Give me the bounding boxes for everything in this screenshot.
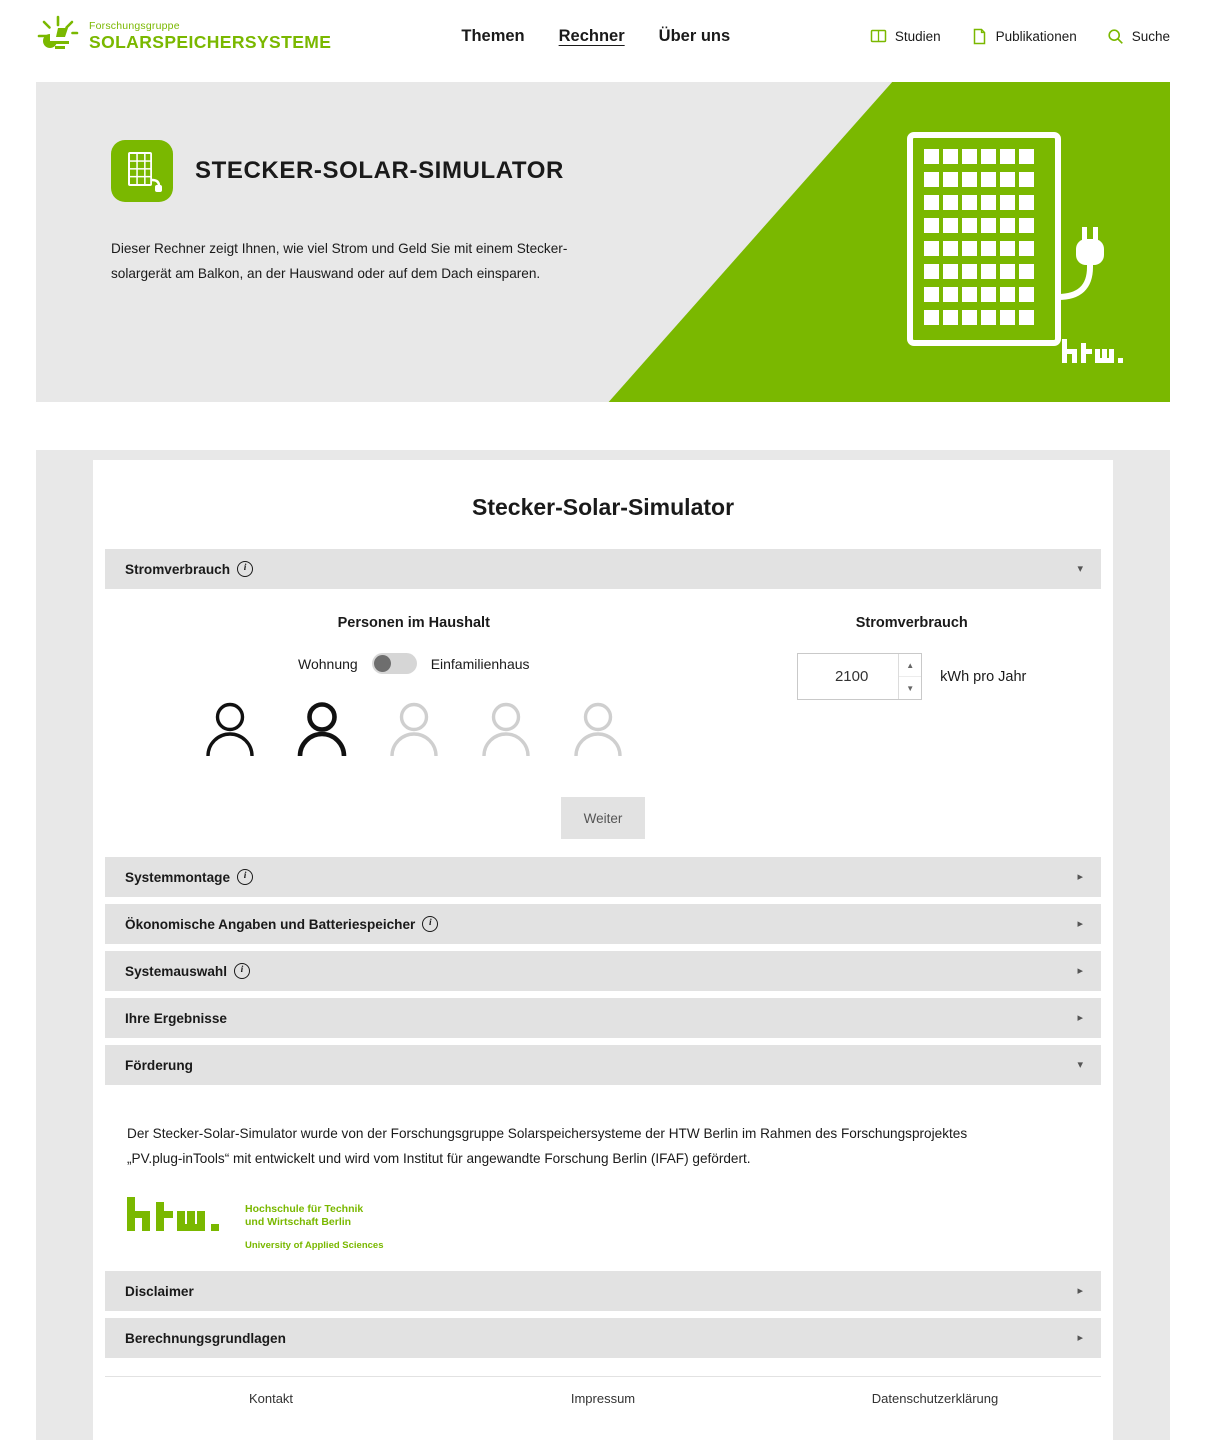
housing-toggle-row: [105, 653, 723, 674]
solar-panel-badge-icon: [111, 140, 173, 202]
htw-logo-icon: [127, 1197, 229, 1244]
accordion-oekonomische-angaben[interactable]: [105, 904, 1101, 944]
chevron-down-icon[interactable]: ▾: [1077, 562, 1083, 575]
calculator-outer: [36, 450, 1170, 1440]
person-icon-1[interactable]: [202, 700, 258, 763]
person-icon-3[interactable]: [386, 700, 442, 763]
search-icon: [1107, 28, 1124, 45]
hero-description: Dieser Rechner zeigt Ihnen, wie viel Strom und Geld Sie mit einem Stecker-solargerät am Balkon, an der Hauswand oder auf dem Dach einsparen.: [111, 241, 568, 281]
person-icon-2[interactable]: [294, 700, 350, 763]
accordion-oekonomische-angaben-label: Ökonomische Angaben und Batteriespeicher: [125, 916, 416, 932]
nav-item-themen[interactable]: Themen: [461, 26, 525, 45]
chevron-right-icon[interactable]: ▸: [1077, 1284, 1083, 1297]
tool-studien[interactable]: [870, 28, 941, 45]
housing-type-toggle[interactable]: [372, 653, 417, 674]
consumption-value: 2100: [834, 668, 869, 685]
people-selector: [105, 700, 723, 763]
htw-line-2: und Wirtschaft Berlin: [245, 1216, 352, 1228]
consumption-input[interactable]: [797, 653, 922, 700]
accordion-stromverbrauch-label: Stromverbrauch: [125, 561, 231, 577]
household-column: [105, 615, 723, 763]
logo-title: SOLARSPEICHERSYSTEME: [89, 32, 332, 52]
tool-studien-label: Studien: [894, 28, 941, 44]
tool-suche[interactable]: [1107, 28, 1170, 45]
people-title: Personen im Haushalt: [337, 615, 490, 631]
chevron-right-icon[interactable]: ▸: [1077, 870, 1083, 883]
accordion-berechnungsgrundlagen-label: Berechnungsgrundlagen: [125, 1330, 286, 1346]
info-icon[interactable]: i: [237, 869, 253, 885]
chevron-down-icon[interactable]: ▾: [1077, 1058, 1083, 1071]
document-icon: [971, 28, 988, 45]
consumption-title: Stromverbrauch: [855, 615, 968, 631]
toggle-label-einfamilienhaus: Einfamilienhaus: [430, 655, 530, 672]
accordion-systemauswahl[interactable]: [105, 951, 1101, 991]
accordion-systemmontage[interactable]: [105, 857, 1101, 897]
foerderung-panel-body: [105, 1085, 1101, 1271]
logo-subtitle: Forschungsgruppe: [89, 20, 180, 32]
chevron-right-icon[interactable]: ▸: [1077, 1331, 1083, 1344]
tool-suche-label: Suche: [1131, 28, 1170, 44]
chevron-right-icon[interactable]: ▸: [1077, 964, 1083, 977]
htw-hero-logo: [1062, 339, 1134, 374]
accordion-disclaimer-label: Disclaimer: [125, 1283, 194, 1299]
accordion-systemauswahl-label: Systemauswahl: [125, 963, 227, 979]
toggle-label-wohnung: Wohnung: [298, 655, 358, 672]
htw-line-1: Hochschule für Technik: [245, 1203, 364, 1215]
person-icon-5[interactable]: [570, 700, 626, 763]
accordion-berechnungsgrundlagen[interactable]: [105, 1318, 1101, 1358]
hero-title: STECKER-SOLAR-SIMULATOR: [195, 157, 564, 184]
foerderung-text: Der Stecker-Solar-Simulator wurde von der Forschungsgruppe Solarspeichersysteme der HTW Berlin im Rahmen des Forschungsprojektes „PV.plug-inTools“ mit entwickelt und wird vom Institut für angewandte Forschung Berlin (IFAF) gefördert.: [127, 1126, 968, 1166]
accordion-ihre-ergebnisse-label: Ihre Ergebnisse: [125, 1010, 227, 1026]
consumption-stepper: [898, 654, 921, 699]
footer-links: [105, 1376, 1101, 1422]
info-icon[interactable]: i: [234, 963, 250, 979]
stromverbrauch-panel-body: [105, 589, 1101, 857]
accordion-foerderung[interactable]: [105, 1045, 1101, 1085]
nav-item-rechner[interactable]: Rechner: [558, 26, 625, 45]
chevron-right-icon[interactable]: ▸: [1077, 917, 1083, 930]
accordion-foerderung-label: Förderung: [125, 1057, 193, 1073]
main-navigation: [461, 27, 730, 46]
site-logo[interactable]: [36, 14, 331, 58]
hero-banner: [36, 82, 1170, 402]
accordion-systemmontage-label: Systemmontage: [125, 869, 231, 885]
info-icon[interactable]: i: [237, 561, 253, 577]
header-tools: [870, 28, 1170, 45]
person-icon-4[interactable]: [478, 700, 534, 763]
htw-logo-block: [127, 1197, 1079, 1251]
book-icon: [870, 28, 887, 45]
tool-publikationen-label: Publikationen: [995, 28, 1077, 44]
hero-solar-panel-illustration: [900, 127, 1130, 362]
stepper-down-icon[interactable]: ▼: [899, 677, 921, 699]
footer-link-impressum[interactable]: Impressum: [570, 1391, 636, 1406]
hero-content: [111, 140, 651, 286]
tool-publikationen[interactable]: [971, 28, 1077, 45]
accordion-ihre-ergebnisse[interactable]: [105, 998, 1101, 1038]
info-icon[interactable]: i: [422, 916, 438, 932]
accordion-disclaimer[interactable]: [105, 1271, 1101, 1311]
footer-link-kontakt[interactable]: Kontakt: [248, 1391, 294, 1406]
nav-item-ueber-uns[interactable]: Über uns: [658, 26, 731, 45]
stepper-up-icon[interactable]: ▲: [899, 654, 921, 677]
consumption-column: [723, 615, 1101, 700]
solar-logo-icon: [36, 14, 80, 58]
htw-subline: University of Applied Sciences: [245, 1240, 384, 1251]
weiter-button[interactable]: Weiter: [561, 797, 645, 839]
footer-link-datenschutz[interactable]: Datenschutzerklärung: [871, 1391, 999, 1406]
toggle-knob: [374, 655, 391, 672]
site-header: [0, 0, 1206, 72]
accordion-stromverbrauch[interactable]: [105, 549, 1101, 589]
calculator-panel: [93, 460, 1113, 1440]
consumption-unit: kWh pro Jahr: [940, 668, 1027, 685]
chevron-right-icon[interactable]: ▸: [1077, 1011, 1083, 1024]
calculator-title: Stecker-Solar-Simulator: [471, 494, 735, 520]
